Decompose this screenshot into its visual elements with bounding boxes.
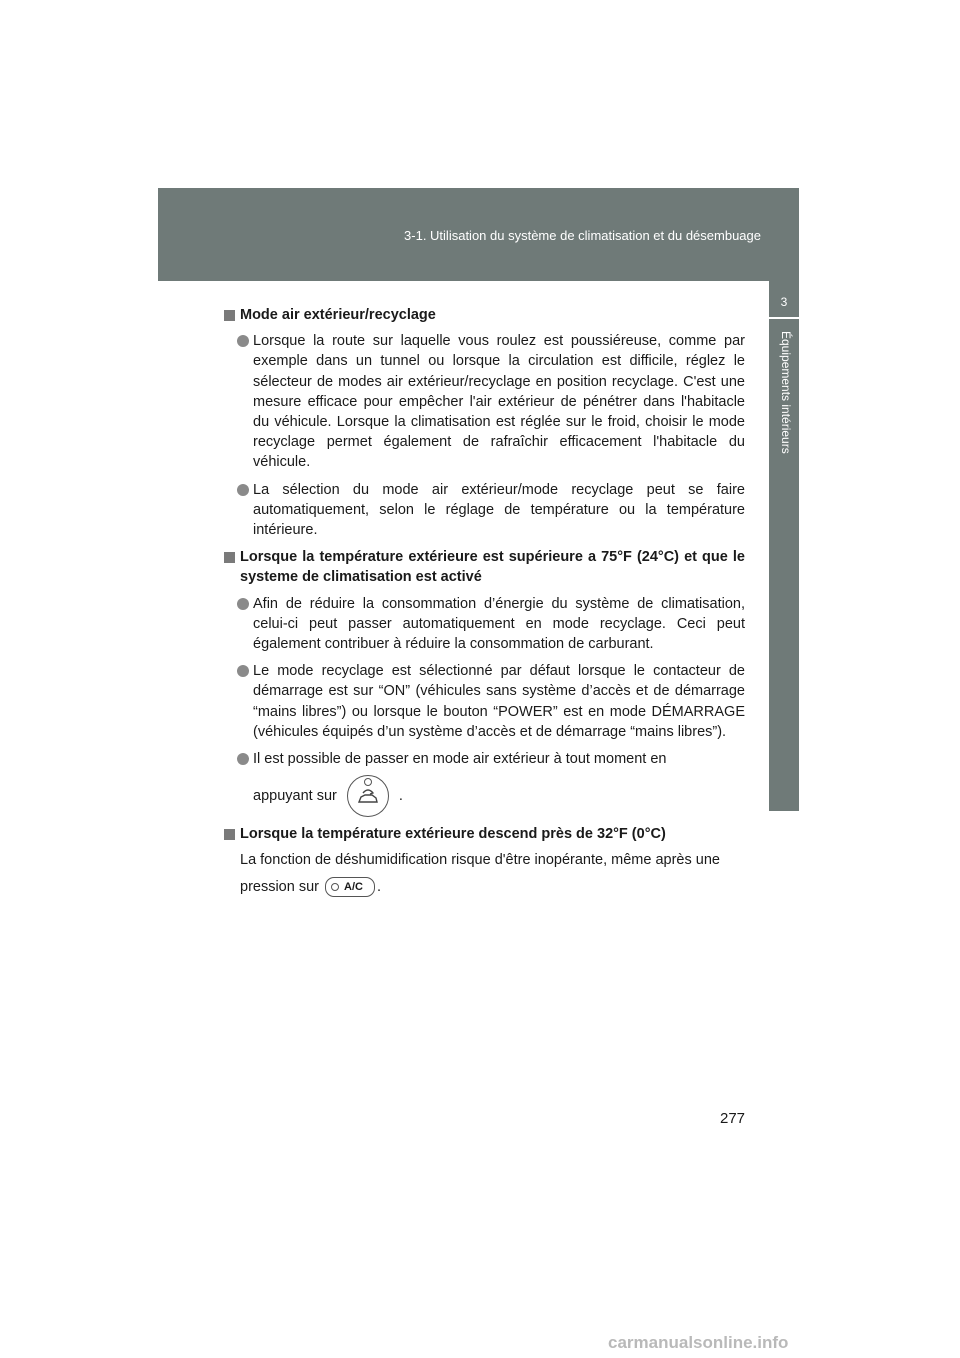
page-number: 277 bbox=[720, 1110, 746, 1127]
list-item: Lorsque la route sur laquelle vous roulez est poussiéreuse, comme par exemple dans un tunnel ou lorsque la circulation est difficile, réglez le sélecteur de modes air extérieur/recyclage en position recyclage. C'est une mesure efficace pour empêcher l'air extérieur de pénétrer dans l'habitacle du véhicule. Lorsque la climatisation est réglée sur le froid, choisir le mode recyclage permet également de rafraîchir efficacement l'habitacle du véhicule. bbox=[223, 331, 745, 472]
indicator-led-icon bbox=[364, 778, 372, 786]
list-item: Afin de réduire la consommation d’énergie du système de climatisation, celui-ci peut passer automatiquement en mode recyclage. Ceci peut également contribuer à réduire la consommation de carburant. bbox=[223, 594, 745, 655]
list-item: Il est possible de passer en mode air extérieur à tout moment en appuyant sur . bbox=[223, 749, 745, 817]
paragraph: La fonction de déshumidification risque d'être inopérante, même après une pression sur A/C . bbox=[223, 850, 745, 896]
indicator-led-icon bbox=[331, 883, 339, 891]
list-item: La sélection du mode air extérieur/mode recyclage peut se faire automatiquement, selon le réglage de température ou la température intérieure. bbox=[223, 480, 745, 541]
square-bullet-icon bbox=[224, 310, 235, 321]
section-heading: Lorsque la température extérieure descend près de 32°F (0°C) bbox=[223, 824, 745, 844]
ac-button-icon: A/C bbox=[325, 877, 375, 897]
car-recirculation-icon bbox=[356, 788, 380, 806]
tab-divider bbox=[769, 317, 799, 319]
header-band bbox=[158, 188, 799, 281]
square-bullet-icon bbox=[224, 552, 235, 563]
watermark: carmanualsonline.info bbox=[608, 1333, 789, 1352]
section-title: 3-1. Utilisation du système de climatisation et du désembuage bbox=[404, 228, 761, 243]
round-bullet-icon bbox=[237, 753, 249, 765]
section-heading: Lorsque la température extérieure est supérieure a 75°F (24°C) et que le systeme de climatisation est activé bbox=[223, 547, 745, 587]
round-bullet-icon bbox=[237, 484, 249, 496]
square-bullet-icon bbox=[224, 829, 235, 840]
chapter-tab bbox=[769, 281, 799, 811]
chapter-label: Équipements intérieurs bbox=[779, 331, 793, 454]
inline-button-line: pression sur A/C . bbox=[240, 877, 745, 897]
chapter-number: 3 bbox=[780, 295, 788, 309]
chapter-label-wrap bbox=[777, 331, 793, 761]
page-content bbox=[223, 305, 745, 903]
list-item: Le mode recyclage est sélectionné par défaut lorsque le contacteur de démarrage est sur “ON” (véhicules sans système d’accès et de démarrage “mains libres”) ou lorsque le bouton “POWER” est en mode DÉMARRAGE (véhicules équipés d’un système d’accès et de démarrage “mains libres”). bbox=[223, 661, 745, 742]
round-bullet-icon bbox=[237, 598, 249, 610]
inline-button-line: appuyant sur . bbox=[253, 775, 745, 817]
recirculation-button-icon bbox=[347, 775, 389, 817]
round-bullet-icon bbox=[237, 335, 249, 347]
section-heading: Mode air extérieur/recyclage bbox=[223, 305, 745, 325]
round-bullet-icon bbox=[237, 665, 249, 677]
